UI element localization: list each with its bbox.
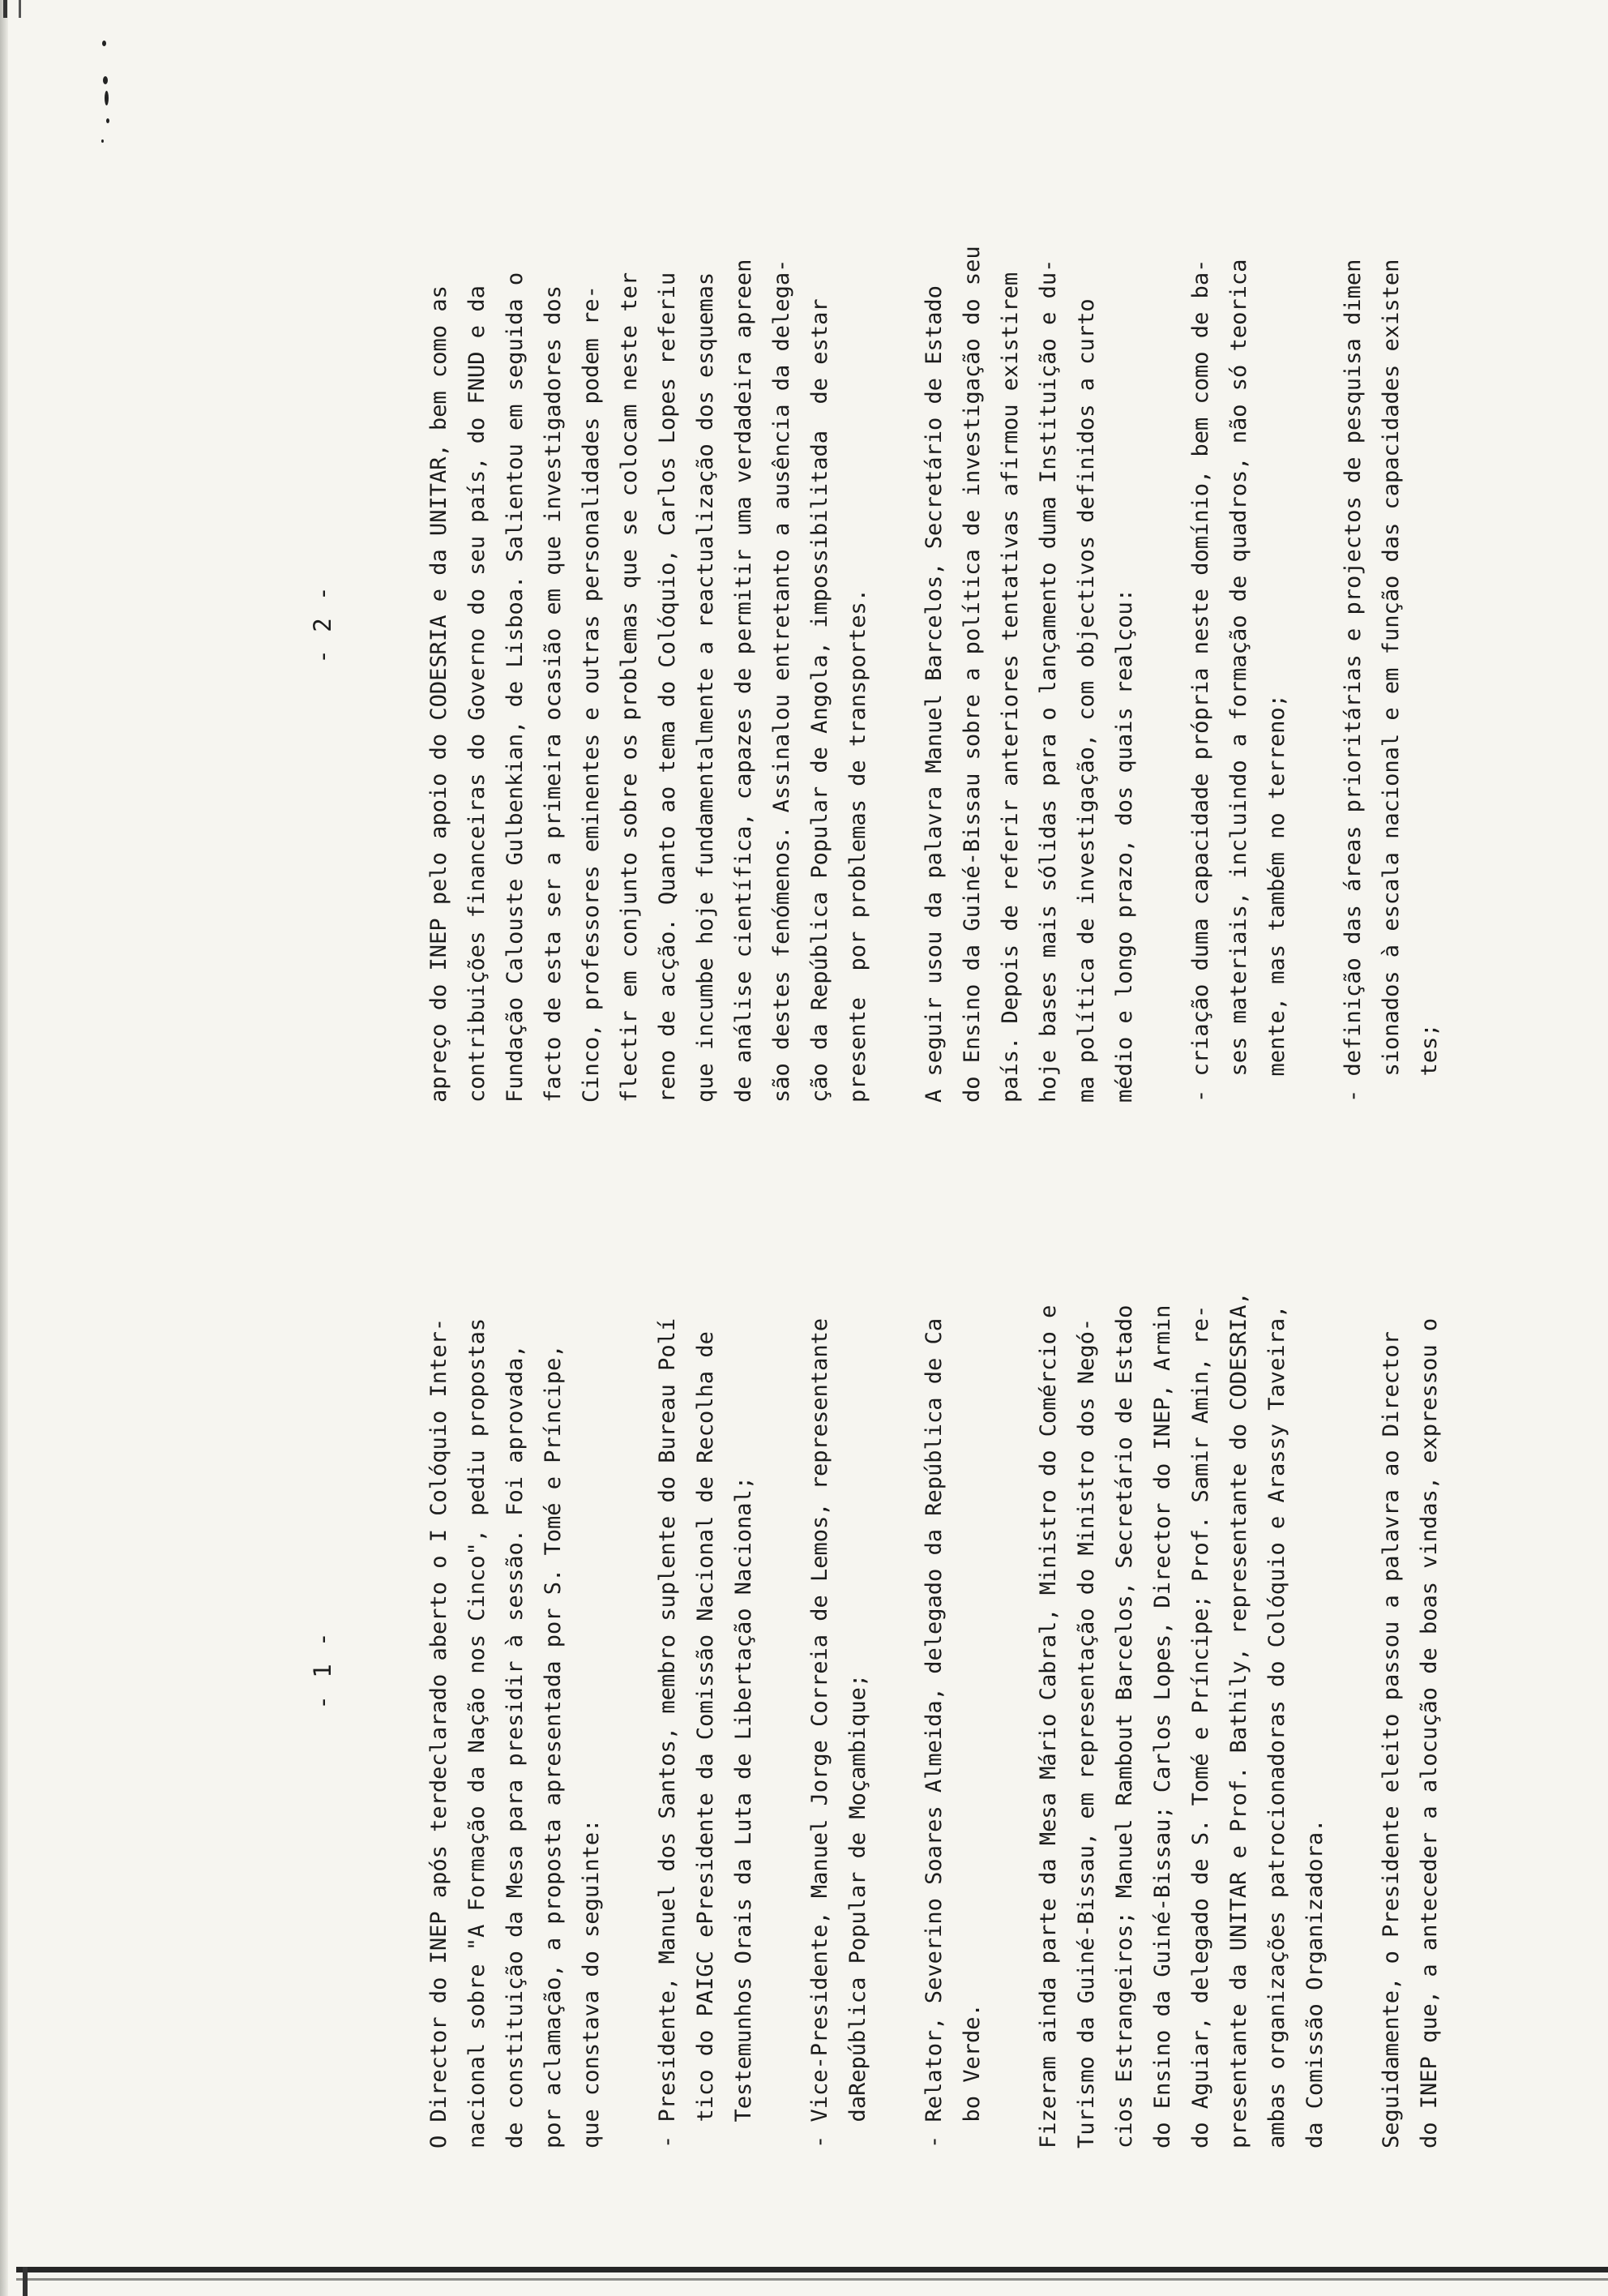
- paragraph-president-speech: [1372, 1192, 1448, 2148]
- list-item-relator: [915, 1192, 991, 2148]
- text-line: hoje bases mais sólidas para o lançamento duma Instituição e du-: [1036, 259, 1061, 1103]
- text-line: Fizeram ainda parte da Mesa Mário Cabral, Ministro do Comércio e: [1036, 1304, 1061, 2148]
- text-line: daRepública Popular de Moçambique;: [845, 1673, 870, 2148]
- text-line: são destes fenómenos. Assinalou entretanto a ausência da delega-: [769, 259, 794, 1103]
- text-line: país. Depois de referir anteriores tentativas afirmou existirem: [998, 272, 1023, 1103]
- text-line: que constava do seguinte:: [579, 1818, 604, 2148]
- text-line: O Director do INEP após terdeclarado aberto o I Colóquio Inter-: [426, 1317, 451, 2148]
- text-line: apreço do INEP pelo apoio do CODESRIA e da UNITAR, bem como as: [426, 285, 451, 1103]
- text-line: flectir em conjunto sobre os problemas que se colocam neste ter: [617, 272, 642, 1103]
- text-line: tico do PAIGC ePresidente da Comissão Nacional de Recolha de: [693, 1331, 718, 2148]
- paragraph-inep-thanks: [420, 146, 877, 1103]
- list-item-criacao: [1182, 146, 1296, 1103]
- text-line: Testemunhos Orais da Luta de Libertação Nacional;: [731, 1476, 756, 2148]
- text-line: Fundação Calouste Gulbenkian, de Lisboa. Salientou em seguida o: [502, 272, 528, 1103]
- text-line: ambas organizações patrocionadoras do Colóquio e Arassy Taveira,: [1264, 1304, 1289, 2148]
- text-line: Cinco, professores eminentes e outras personalidades podem re-: [579, 285, 604, 1103]
- text-line: - definição das áreas prioritárias e projectos de pesquisa dimen: [1341, 259, 1366, 1103]
- page-number-2: - 2 -: [309, 585, 336, 664]
- text-line: Seguidamente, o Presidente eleito passou a palavra ao Director: [1379, 1331, 1404, 2148]
- text-line: por aclamação, a proposta apresentada por S. Tomé e Príncipe,: [541, 1344, 566, 2148]
- scan-left-edge: [0, 0, 8, 2296]
- text-line: do INEP que, a anteceder a alocução de boas vindas, expressou o: [1417, 1317, 1442, 2148]
- text-line: de constituição da Mesa para presidir à sessão. Foi aprovada,: [502, 1344, 528, 2148]
- scan-specks: [99, 41, 115, 154]
- rotated-document-sheet: [308, 105, 1605, 2148]
- list-item-definicao: [1334, 146, 1448, 1103]
- text-line: ses materiais, incluindo a formação de quadros, não só teorica: [1226, 259, 1251, 1103]
- list-item-vice-presidente: [801, 1192, 877, 2148]
- document-page-1: [308, 1192, 1605, 2148]
- text-line: ma política de investigação, com objectivos definidos a curto: [1074, 298, 1099, 1103]
- text-line: facto de esta ser a primeira ocasião em que investigadores dos: [541, 285, 566, 1103]
- text-line: tes;: [1417, 1023, 1442, 1103]
- text-line: - Relator, Severino Soares Almeida, delegado da República de Ca: [922, 1317, 947, 2148]
- text-line: reno de acção. Quanto ao tema do Colóquio, Carlos Lopes referiu: [655, 272, 680, 1103]
- paragraph-mesa-members: [1029, 1192, 1334, 2148]
- text-line: presentante da UNITAR e Prof. Bathily, representante do CODESRIA,: [1226, 1292, 1251, 2148]
- paragraph-barcelos: [915, 146, 1144, 1103]
- text-line: - criação duma capacidade própria neste domínio, bem como de ba-: [1188, 259, 1213, 1103]
- bottom-border-shadow: [16, 2278, 1608, 2281]
- paragraph-opening: [420, 1192, 610, 2148]
- text-line: ção da República Popular de Angola, impossibilitada de estar: [807, 298, 832, 1103]
- page-number-1: - 1 -: [309, 1630, 336, 1710]
- text-line: de análise científica, capazes de permitir uma verdadeira apreen: [731, 259, 756, 1103]
- text-line: bo Verde.: [960, 2003, 985, 2148]
- scan-top-mark: [3, 0, 21, 18]
- text-line: da Comissão Organizadora.: [1302, 1818, 1328, 2148]
- text-line: do Aguiar, delegado de S. Tomé e Príncipe; Prof. Samir Amin, re-: [1188, 1304, 1213, 2148]
- text-line: presente por problemas de transportes.: [845, 589, 870, 1103]
- bottom-border-rule: [16, 2267, 1608, 2272]
- text-line: A seguir usou da palavra Manuel Barcelos, Secretário de Estado: [922, 285, 947, 1103]
- text-line: nacional sobre "A Formação da Nação nos Cinco", pediu propostas: [464, 1317, 490, 2148]
- text-line: sionados à escala nacional e em função das capacidades existen: [1379, 259, 1404, 1103]
- text-line: - Vice-Presidente, Manuel Jorge Correia de Lemos, representante: [807, 1317, 832, 2148]
- text-line: contribuições financeiras do Governo do seu país, do FNUD e da: [464, 285, 490, 1103]
- text-line: mente, mas também no terreno;: [1264, 694, 1289, 1103]
- text-line: médio e longo prazo, dos quais realçou:: [1112, 589, 1137, 1103]
- list-item-presidente: [648, 1192, 763, 2148]
- text-line: cios Estrangeiros; Manuel Rambout Barcelos, Secretário de Estado: [1112, 1304, 1137, 2148]
- text-line: Turismo da Guiné-Bissau, em representação do Ministro dos Negó-: [1074, 1317, 1099, 2148]
- page-1-body: [420, 1192, 1448, 2148]
- text-line: do Ensino da Guiné-Bissau sobre a política de investigação do seu: [960, 246, 985, 1103]
- text-line: que incumbe hoje fundamentalmente a reactualização dos esquemas: [693, 272, 718, 1103]
- page-2-body: [420, 146, 1448, 1103]
- left-border-tick: [23, 2267, 28, 2296]
- document-page-2: [308, 146, 1605, 1103]
- text-line: - Presidente, Manuel dos Santos, membro suplente do Bureau Polí: [655, 1317, 680, 2148]
- text-line: do Ensino da Guiné-Bissau; Carlos Lopes, Director do INEP, Armin: [1150, 1304, 1175, 2148]
